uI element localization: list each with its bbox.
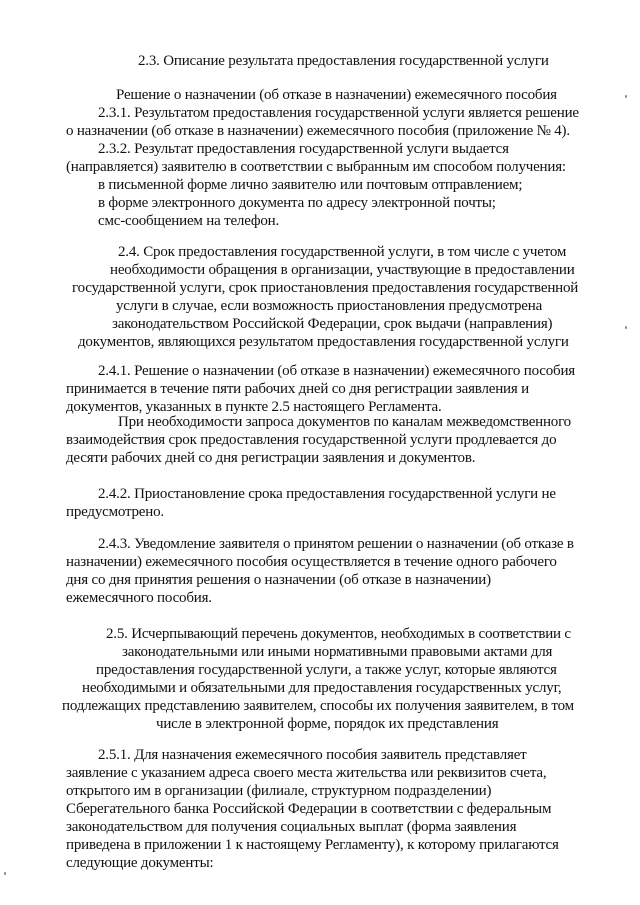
- paragraph-line: предусмотрено.: [66, 504, 164, 520]
- section-2-4-heading: необходимости обращения в организации, участвующие в предоставлении: [110, 262, 575, 278]
- section-2-4-heading: государственной услуги, срок приостановления предоставления государственной: [72, 280, 579, 296]
- paragraph-line: При необходимости запроса документов по каналам межведомственного: [118, 414, 571, 430]
- section-2-4-heading: законодательством Российской Федерации, срок выдачи (направления): [112, 316, 553, 332]
- list-item: смс-сообщением на телефон.: [98, 213, 280, 229]
- list-item: в письменной форме лично заявителю или почтовым отправлением;: [98, 177, 523, 193]
- paragraph-line: 2.4.1. Решение о назначении (об отказе в назначении) ежемесячного пособия: [98, 363, 575, 379]
- paragraph-line: законодательством для получения социальных выплат (форма заявления: [66, 819, 517, 835]
- section-2-3-heading: 2.3. Описание результата предоставления государственной услуги: [138, 53, 549, 69]
- section-2-5-heading: предоставления государственной услуги, а также услуг, которые являются: [96, 662, 557, 678]
- paragraph-line: Решение о назначении (об отказе в назначении) ежемесячного пособия: [116, 87, 557, 103]
- scan-speck: [625, 95, 627, 98]
- paragraph-line: о назначении (об отказе в назначении) ежемесячного пособия (приложение № 4).: [66, 123, 570, 139]
- paragraph-line: ежемесячного пособия.: [66, 590, 212, 606]
- paragraph-line: приведена в приложении 1 к настоящему Регламенту), к которому прилагаются: [66, 837, 559, 853]
- section-2-4-heading: 2.4. Срок предоставления государственной услуги, в том числе с учетом: [118, 244, 567, 260]
- paragraph-line: заявление с указанием адреса своего места жительства или реквизитов счета,: [66, 765, 547, 781]
- paragraph-line: 2.4.3. Уведомление заявителя о принятом решении о назначении (об отказе в: [98, 536, 574, 552]
- paragraph-line: (направляется) заявителю в соответствии с выбранным им способом получения:: [66, 159, 566, 175]
- paragraph-line: десяти рабочих дней со дня регистрации заявления и документов.: [66, 450, 476, 466]
- list-item: в форме электронного документа по адресу электронной почты;: [98, 195, 496, 211]
- paragraph-line: 2.4.2. Приостановление срока предоставления государственной услуги не: [98, 486, 556, 502]
- paragraph-line: 2.3.2. Результат предоставления государственной услуги выдается: [98, 141, 509, 157]
- paragraph-line: следующие документы:: [66, 855, 214, 871]
- section-2-4-heading: документов, являющихся результатом предоставления государственной услуги: [78, 334, 569, 350]
- paragraph-line: открытого им в организации (филиале, структурном подразделении): [66, 783, 492, 799]
- paragraph-line: 2.3.1. Результатом предоставления государственной услуги является решение: [98, 105, 579, 121]
- paragraph-line: документов, указанных в пункте 2.5 настоящего Регламента.: [66, 399, 442, 415]
- section-2-5-heading: подлежащих представлению заявителем, способы их получения заявителем, в том: [62, 698, 574, 714]
- section-2-5-heading: числе в электронной форме, порядок их представления: [156, 716, 499, 732]
- section-2-4-heading: услуги в случае, если возможность приостановления предусмотрена: [116, 298, 543, 314]
- section-2-5-heading: законодательными или иными нормативными правовыми актами для: [122, 644, 553, 660]
- paragraph-line: взаимодействия срок предоставления государственной услуги продлевается до: [66, 432, 557, 448]
- section-2-5-heading: необходимыми и обязательными для предоставления государственных услуг,: [82, 680, 562, 696]
- paragraph-line: дня со дня принятия решения о назначении (об отказе в назначении): [66, 572, 491, 588]
- paragraph-line: назначении) ежемесячного пособия осуществляется в течение одного рабочего: [66, 554, 557, 570]
- paragraph-line: Сберегательного банка Российской Федерации в соответствии с федеральным: [66, 801, 552, 817]
- scan-speck: [625, 326, 627, 329]
- scan-speck: [4, 872, 6, 875]
- paragraph-line: 2.5.1. Для назначения ежемесячного пособия заявитель представляет: [98, 747, 527, 763]
- section-2-5-heading: 2.5. Исчерпывающий перечень документов, необходимых в соответствии с: [106, 626, 571, 642]
- paragraph-line: принимается в течение пяти рабочих дней со дня регистрации заявления и: [66, 381, 529, 397]
